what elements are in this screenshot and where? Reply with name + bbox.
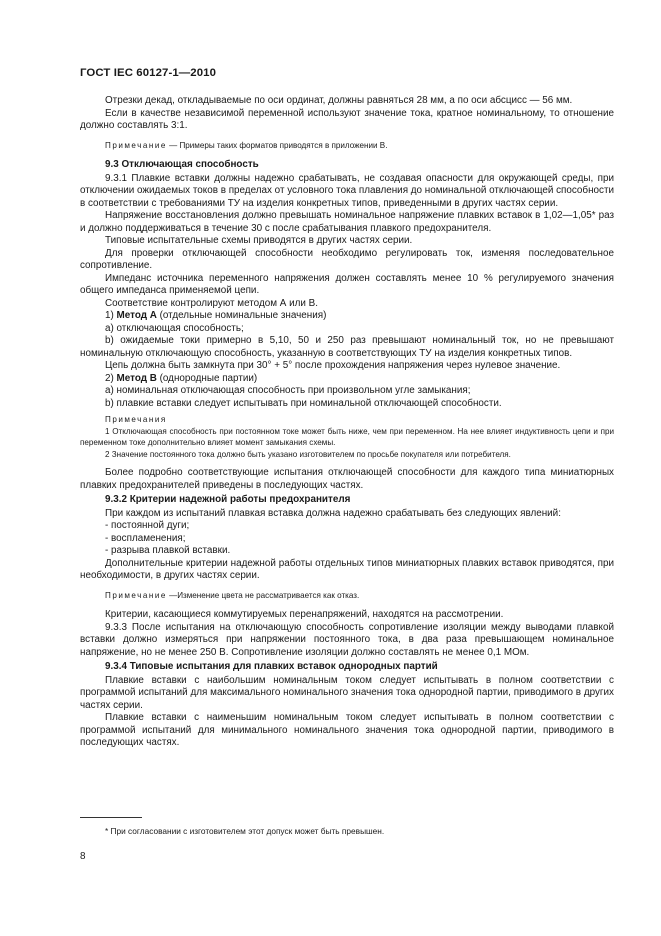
method-a-subitem-b: b) ожидаемые токи примерно в 5,10, 50 и 250 раз превышают номинальный ток, но не превышают номинальную отключающую способность, указанную в соответствующих ТУ на изделия конкретных типов. xyxy=(80,335,614,359)
paragraph-current-regulation: Для проверки отключающей способности необходимо регулировать ток, изменяя последовательное сопротивление. xyxy=(80,247,614,271)
note-text: — Примеры таких форматов приводятся в приложении В. xyxy=(166,140,388,150)
section-9-3-heading: 9.3 Отключающая способность xyxy=(105,159,259,170)
paragraph-decade-segments: Отрезки декад, откладываемые по оси ординат, должны равняться 28 мм, а по оси абсцисс — 56 мм. xyxy=(105,95,573,106)
footnote-divider xyxy=(80,817,142,818)
method-b-subitem-b: b) плавкие вставки следует испытывать при номинальной отключающей способности. xyxy=(105,397,502,409)
paragraph-detailed-tests: Более подробно соответствующие испытания отключающей способности для каждого типа миниатюрных плавких предохранителей приведены в последующих частях. xyxy=(80,467,614,491)
note-formats xyxy=(80,140,614,152)
note-label: Примечание xyxy=(105,140,167,150)
note-color-change xyxy=(80,590,614,602)
dash-item-arc: - постоянной дуги; xyxy=(105,520,190,531)
notes-label xyxy=(80,414,614,426)
paragraph-circuit-closure: Цепь должна быть замкнута при 30° + 5° после прохождения напряжения через нулевое значение. xyxy=(105,360,561,371)
notes-label-text: Примечания xyxy=(105,415,167,424)
paragraph-9-3-3: 9.3.3 После испытания на отключающую способность сопротивление изоляции между выводами плавкой вставки должно измеряться при напряжении постоянного тока, в два раза превышающем номинальное напряжение, но не менее 250 В. Сопротивление изоляции должно составлять не менее 0,1 МОм. xyxy=(80,621,614,658)
note-item-2: 2 Значение постоянного тока должно быть указано изготовителем по просьбе покупателя или потребителя. xyxy=(105,449,511,459)
main-text xyxy=(80,95,614,750)
method-a-title: Метод А xyxy=(116,310,157,321)
dash-item-rupture: - разрыва плавкой вставки. xyxy=(105,545,231,556)
document-header: ГОСТ IEC 60127-1—2010 xyxy=(80,67,217,79)
paragraph-additional-criteria: Дополнительные критерии надежной работы отдельных типов миниатюрных плавких вставок приводятся, при необходимости, в других частях серии. xyxy=(80,557,614,581)
section-9-3-2-heading: 9.3.2 Критерии надежной работы предохранителя xyxy=(105,494,351,505)
section-9-3-4-heading: 9.3.4 Типовые испытания для плавких вставок однородных партий xyxy=(105,661,438,672)
paragraph-overvoltage-criteria: Критерии, касающиеся коммутируемых перенапряжений, находятся на рассмотрении. xyxy=(105,609,504,620)
method-b-number: 2) xyxy=(105,372,117,384)
note-text: —Изменение цвета не рассматривается как отказ. xyxy=(166,590,360,600)
note-item-1: 1 Отключающая способность при постоянном токе может быть ниже, чем при переменном. На нее влияет индуктивность цепи и при переменном токе дополнительно влияет момент замыкания схемы. xyxy=(80,426,614,447)
paragraph-max-current: Плавкие вставки с наибольшим номинальным током следует испытывать в полном соответствии с программой испытаний для максимального номинального значения тока однородной партии, приводимого в других частях серии. xyxy=(80,674,614,711)
page-number: 8 xyxy=(80,851,86,862)
footnote: * При согласовании с изготовителем этот допуск может быть превышен. xyxy=(105,826,385,836)
notes-block xyxy=(80,414,614,460)
paragraph-9-3-1: 9.3.1 Плавкие вставки должны надежно срабатывать, не создавая опасности для окружающей среды, при отключении ожидаемых токов в пределах от условного тока плавления до номинальной отключающей способности в соответствии с требованиями ТУ на изделия конкретных типов, приведенными в других частях серии. xyxy=(80,172,614,209)
paragraph-ratio: Если в качестве независимой переменной используют значение тока, кратное номинальному, то отношение должно составлять 3:1. xyxy=(80,107,614,131)
method-a-item xyxy=(80,310,614,323)
method-a-subitem-a: а) отключающая способность; xyxy=(105,322,244,334)
paragraph-recovery-voltage: Напряжение восстановления должно превышать номинальное напряжение плавких вставок в 1,02—1,05* раз и должно поддерживаться в течение 30 с после срабатывания плавкого предохранителя. xyxy=(80,210,614,234)
method-a-desc: (отдельные номинальные значения) xyxy=(156,310,327,321)
paragraph-impedance: Импеданс источника переменного напряжения должен составлять менее 10 % регулируемого значения общего импеданса применяемой цепи. xyxy=(80,272,614,296)
paragraph-each-test: При каждом из испытаний плавкая вставка должна надежно срабатывать без следующих явлений: xyxy=(105,507,561,519)
note-label: Примечание xyxy=(105,590,167,600)
method-a-number: 1) xyxy=(105,310,117,321)
dash-item-ignition: - воспламенения; xyxy=(105,532,186,544)
method-b-title: Метод В xyxy=(116,372,157,384)
paragraph-methods: Соответствие контролируют методом А или В. xyxy=(105,297,318,309)
paragraph-test-schemes: Типовые испытательные схемы приводятся в других частях серии. xyxy=(105,235,413,246)
paragraph-min-current: Плавкие вставки с наименьшим номинальным током следует испытывать в полном соответствии с программой испытаний для минимального номинального значения тока однородной партии, приводимого в последующих частях. xyxy=(80,712,614,748)
method-b-item xyxy=(80,373,614,386)
method-b-desc: (однородные партии) xyxy=(156,372,258,384)
method-b-subitem-a: а) номинальная отключающая способность при произвольном угле замыкания; xyxy=(105,385,471,396)
